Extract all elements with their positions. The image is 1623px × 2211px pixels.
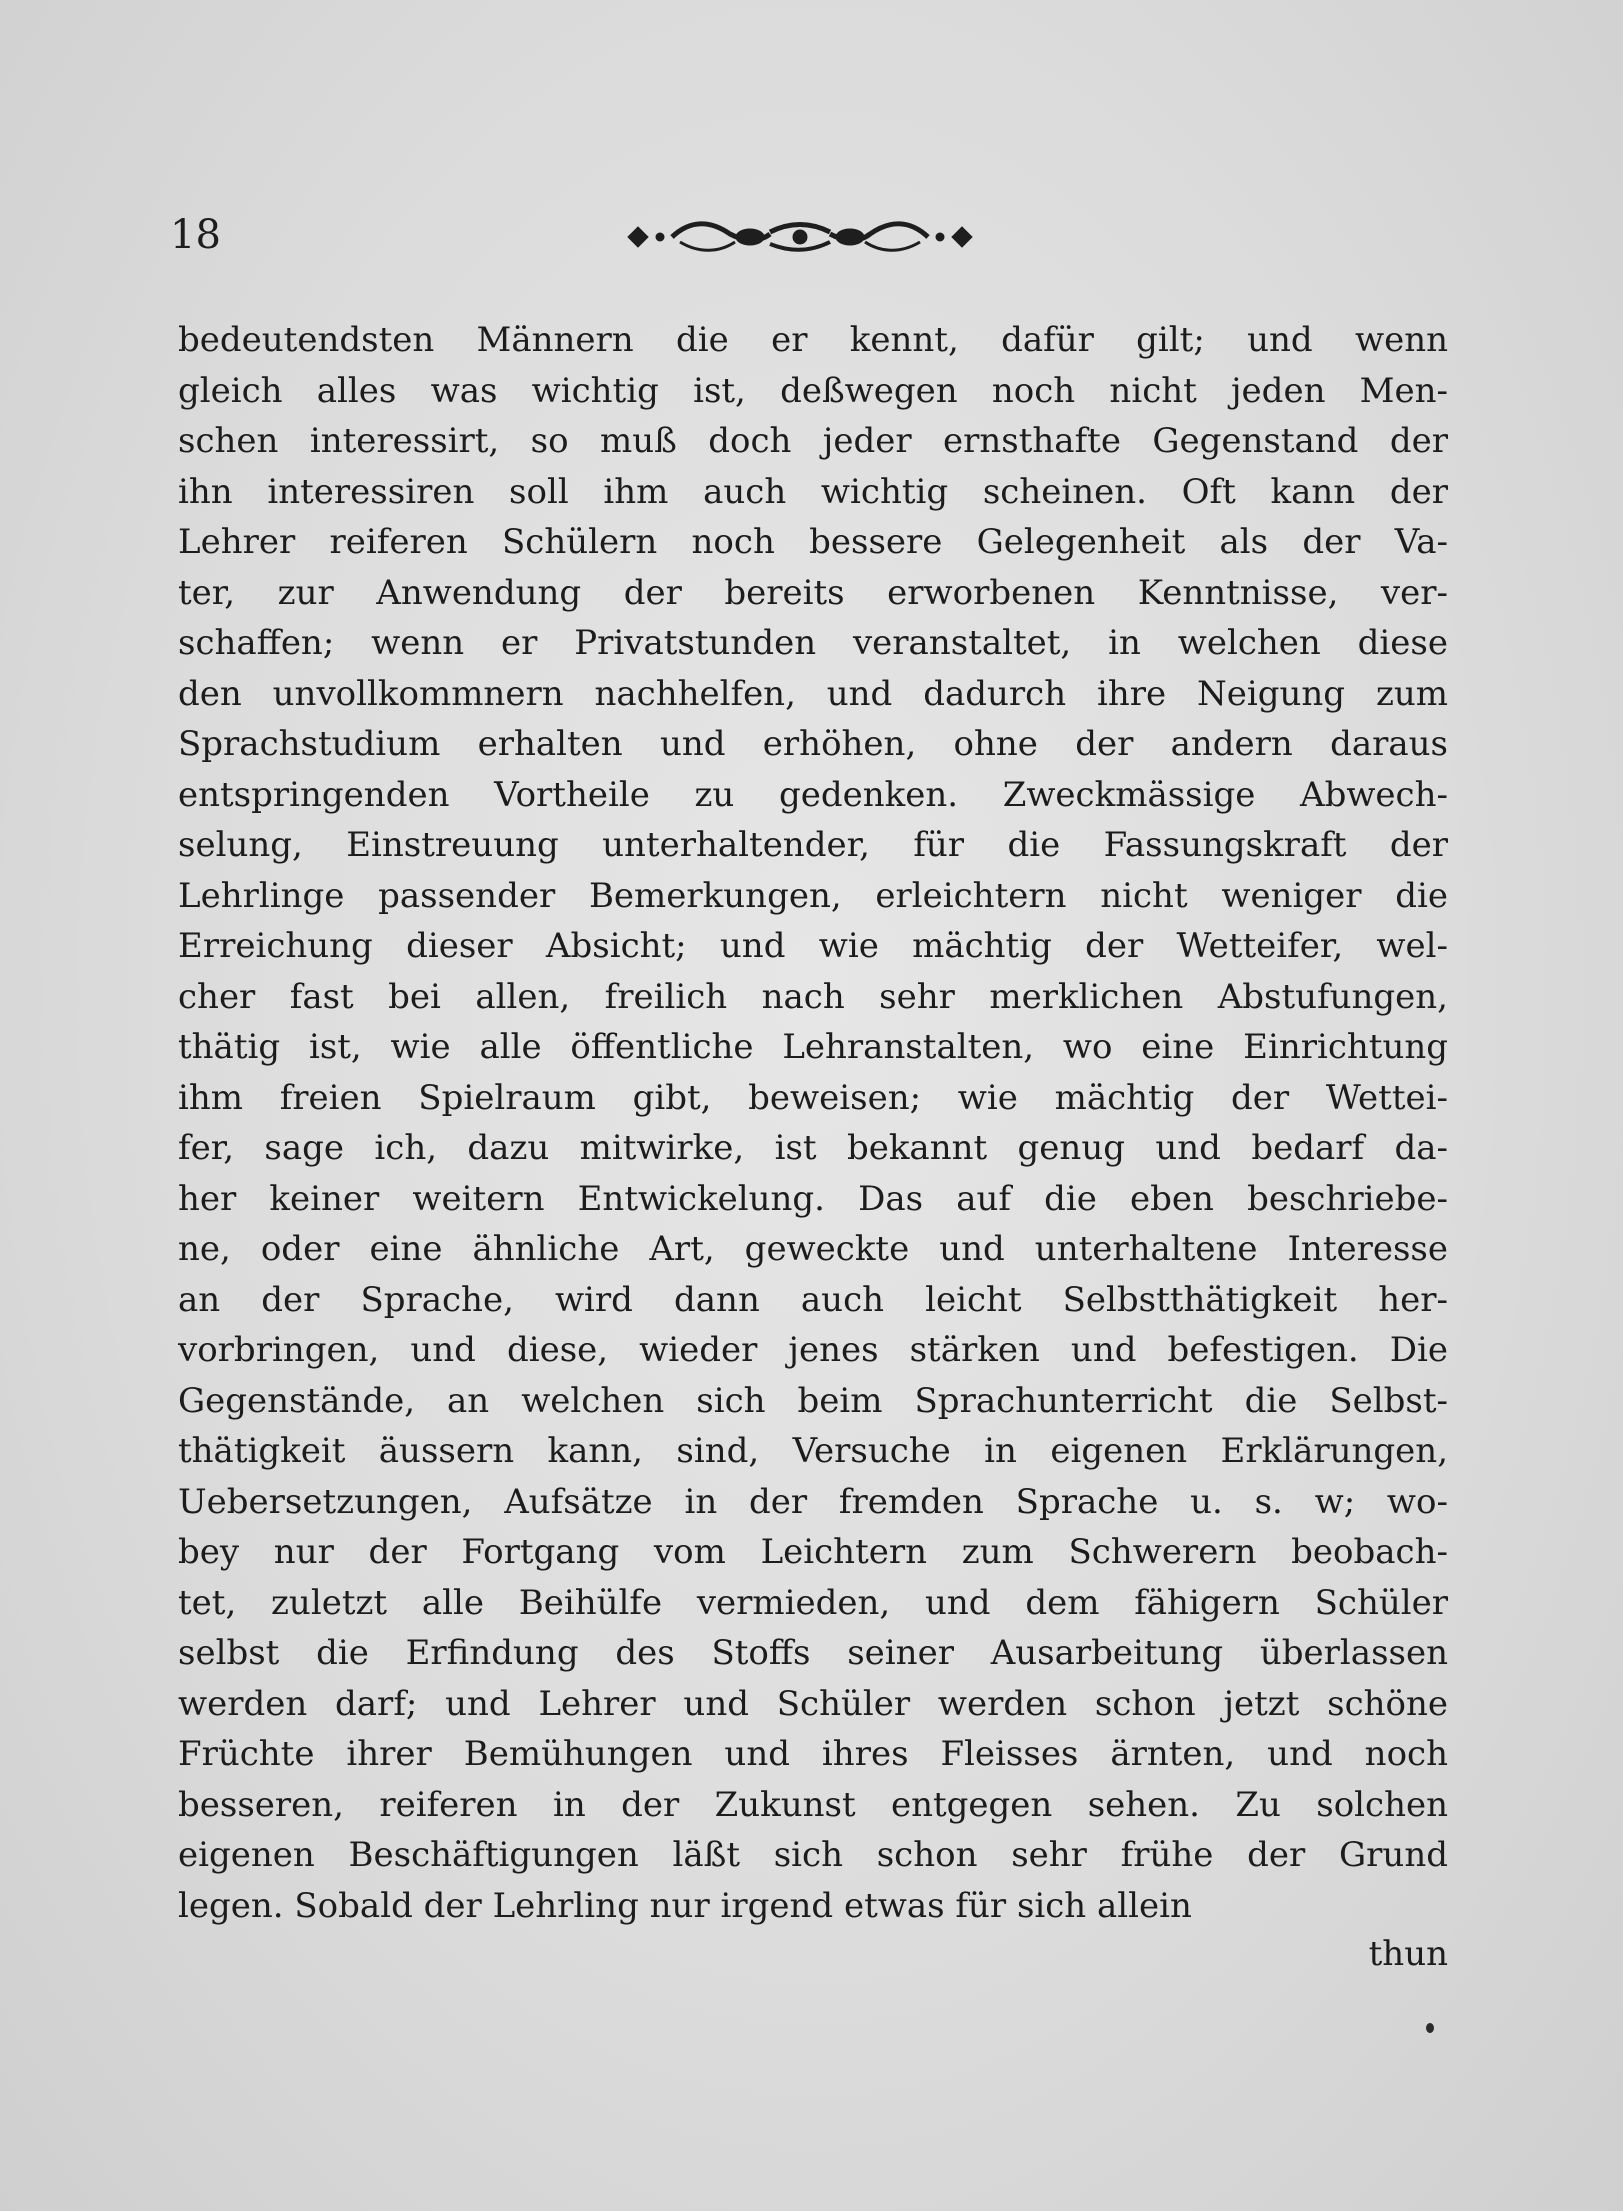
text-line: thätigkeit äussern kann, sind, Versuche in eigenen Erklärungen, xyxy=(178,1431,1448,1471)
catchword: thun xyxy=(1368,1934,1448,1974)
text-line: Uebersetzungen, Aufsätze in der fremden Sprache u. s. w; wo- xyxy=(178,1481,1448,1522)
text-line: werden darf; und Lehrer und Schüler werden schon jetzt schöne xyxy=(178,1683,1448,1724)
text-line: Lehrlinge passender Bemerkungen, erleichtern nicht weniger die xyxy=(178,875,1448,916)
text-line: den unvollkommnern nachhelfen, und dadurch ihre Neigung zum xyxy=(178,673,1448,714)
text-line: ihm freien Spielraum gibt, beweisen; wie mächtig der Wettei- xyxy=(178,1077,1448,1118)
text-line: schen interessirt, so muß doch jeder ernsthafte Gegenstand der xyxy=(178,421,1448,461)
text-line: thätig ist, wie alle öffentliche Lehranstalten, wo eine Einrichtung xyxy=(178,1027,1448,1067)
text-line: ihn interessiren soll ihm auch wichtig scheinen. Oft kann der xyxy=(178,471,1448,512)
text-line: her keiner weitern Entwickelung. Das auf die eben beschriebe- xyxy=(178,1178,1448,1219)
text-line: Sprachstudium erhalten und erhöhen, ohne der andern daraus xyxy=(178,724,1448,764)
text-line: bedeutendsten Männern die er kennt, dafür gilt; und wenn xyxy=(178,320,1448,360)
text-line: selbst die Erfindung des Stoffs seiner Ausarbeitung überlassen xyxy=(178,1633,1448,1673)
text-line: besseren, reiferen in der Zukunst entgegen sehen. Zu solchen xyxy=(178,1784,1448,1825)
text-line: tet, zuletzt alle Beihülfe vermieden, und dem fähigern Schüler xyxy=(178,1582,1448,1623)
text-line: Früchte ihrer Bemühungen und ihres Fleisses ärnten, und noch xyxy=(178,1734,1448,1774)
text-line: fer, sage ich, dazu mitwirke, ist bekannt genug und bedarf da- xyxy=(178,1128,1448,1168)
text-line: Gegenstände, an welchen sich beim Sprachunterricht die Selbst- xyxy=(178,1380,1448,1421)
text-line: cher fast bei allen, freilich nach sehr merklichen Abstufungen, xyxy=(178,976,1448,1017)
main-text-block xyxy=(178,315,1448,1931)
text-line: selung, Einstreuung unterhaltender, für die Fassungskraft der xyxy=(178,825,1448,865)
text-line: ter, zur Anwendung der bereits erworbenen Kenntnisse, ver- xyxy=(178,572,1448,613)
text-line: ne, oder eine ähnliche Art, geweckte und unterhaltene Interesse xyxy=(178,1229,1448,1269)
header-ornament-icon xyxy=(620,212,980,262)
text-line: Erreichung dieser Absicht; und wie mächtig der Wetteifer, wel- xyxy=(178,926,1448,966)
text-line: schaffen; wenn er Privatstunden veranstaltet, in welchen diese xyxy=(178,623,1448,663)
text-line: an der Sprache, wird dann auch leicht Selbstthätigkeit her- xyxy=(178,1279,1448,1320)
text-line: Lehrer reiferen Schülern noch bessere Gelegenheit als der Va- xyxy=(178,522,1448,562)
text-line: eigenen Beschäftigungen läßt sich schon sehr frühe der Grund xyxy=(178,1835,1448,1875)
ink-speck xyxy=(1426,2023,1434,2033)
text-line: bey nur der Fortgang vom Leichtern zum Schwerern beobach- xyxy=(178,1532,1448,1572)
text-line: entspringenden Vortheile zu gedenken. Zweckmässige Abwech- xyxy=(178,774,1448,815)
text-line: legen. Sobald der Lehrling nur irgend etwas für sich allein xyxy=(178,1885,1192,1926)
text-line: gleich alles was wichtig ist, deßwegen noch nicht jeden Men- xyxy=(178,370,1448,411)
page-number: 18 xyxy=(170,212,221,258)
text-line: vorbringen, und diese, wieder jenes stärken und befestigen. Die xyxy=(178,1330,1448,1370)
